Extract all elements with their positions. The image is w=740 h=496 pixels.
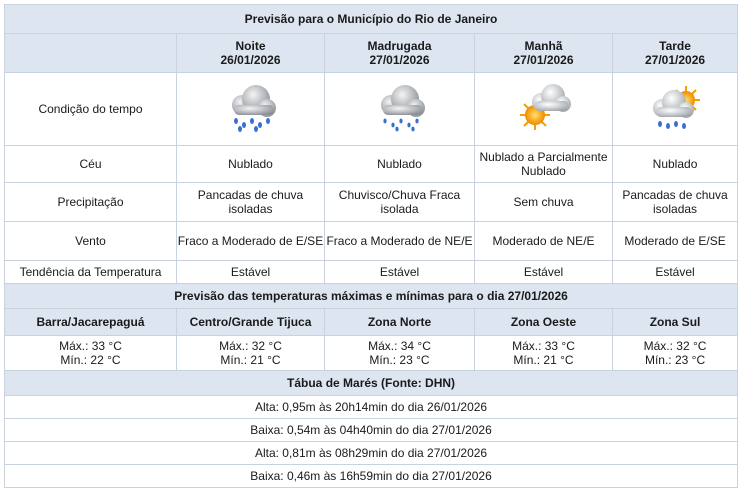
temp-max: Máx.: 33 °C — [512, 339, 575, 353]
tides-section-title: Tábua de Marés (Fonte: DHN) — [5, 371, 738, 396]
zone-name: Zona Oeste — [475, 309, 613, 336]
period-date: 27/01/2026 — [645, 53, 706, 67]
precipitacao-cell: Chuvisco/Chuva Fraca isolada — [325, 183, 475, 222]
temp-min: Mín.: 22 °C — [60, 353, 121, 367]
temp-min: Mín.: 23 °C — [644, 353, 706, 367]
ceu-cell: Nublado — [613, 146, 738, 183]
ceu-cell: Nublado a Parcialmente Nublado — [475, 146, 613, 183]
cloud-rain-night-icon — [220, 83, 282, 133]
tendencia-cell: Estável — [177, 261, 325, 284]
period-date: 26/01/2026 — [220, 53, 281, 67]
zone-name: Centro/Grande Tijuca — [177, 309, 325, 336]
row-label-tendencia: Tendência da Temperatura — [5, 261, 177, 284]
temp-min: Mín.: 23 °C — [369, 353, 430, 367]
page-title: Previsão para o Município do Rio de Janeiro — [5, 5, 738, 34]
temp-max: Máx.: 33 °C — [59, 339, 122, 353]
ceu-cell: Nublado — [325, 146, 475, 183]
condition-cell-madrugada — [325, 73, 475, 146]
vento-cell: Fraco a Moderado de E/SE — [177, 222, 325, 261]
row-label-condicao: Condição do tempo — [5, 73, 177, 146]
zone-name: Zona Norte — [325, 309, 475, 336]
condition-cell-tarde — [613, 73, 738, 146]
row-label-precipitacao: Precipitação — [5, 183, 177, 222]
condition-cell-noite — [177, 73, 325, 146]
period-header-tarde — [613, 34, 738, 73]
precipitacao-cell: Pancadas de chuva isoladas — [177, 183, 325, 222]
period-date: 27/01/2026 — [369, 53, 430, 67]
period-header-manha — [475, 34, 613, 73]
tide-entry: Baixa: 0,54m às 04h40min do dia 27/01/2026 — [5, 419, 738, 442]
tide-entry: Baixa: 0,46m às 16h59min do dia 27/01/2026 — [5, 465, 738, 488]
tide-entry: Alta: 0,81m às 08h29min do dia 27/01/2026 — [5, 442, 738, 465]
period-header-noite — [177, 34, 325, 73]
zone-temps — [177, 336, 325, 371]
temp-max: Máx.: 32 °C — [219, 339, 282, 353]
vento-cell: Fraco a Moderado de NE/E — [325, 222, 475, 261]
temps-section-title: Previsão das temperaturas máximas e mínimas para o dia 27/01/2026 — [5, 284, 738, 309]
zone-temps — [613, 336, 738, 371]
temp-max: Máx.: 32 °C — [643, 339, 707, 353]
cloud-drizzle-icon — [369, 83, 431, 133]
temp-min: Mín.: 21 °C — [220, 353, 281, 367]
zone-temps — [475, 336, 613, 371]
vento-cell: Moderado de NE/E — [475, 222, 613, 261]
zone-temps — [325, 336, 475, 371]
condition-cell-manha — [475, 73, 613, 146]
tendencia-cell: Estável — [325, 261, 475, 284]
sun-cloud-rain-icon — [644, 82, 706, 134]
forecast-container — [4, 4, 737, 488]
forecast-table — [4, 4, 738, 488]
row-label-vento: Vento — [5, 222, 177, 261]
vento-cell: Moderado de E/SE — [613, 222, 738, 261]
tendencia-cell: Estável — [613, 261, 738, 284]
temp-min: Mín.: 21 °C — [513, 353, 574, 367]
period-header-madrugada — [325, 34, 475, 73]
period-name: Madrugada — [367, 39, 432, 53]
zone-temps — [5, 336, 177, 371]
period-date: 27/01/2026 — [513, 53, 574, 67]
tendencia-cell: Estável — [475, 261, 613, 284]
row-label-ceu: Céu — [5, 146, 177, 183]
ceu-cell: Nublado — [177, 146, 325, 183]
precipitacao-cell: Sem chuva — [475, 183, 613, 222]
tide-entry: Alta: 0,95m às 20h14min do dia 26/01/2026 — [5, 396, 738, 419]
zone-name: Barra/Jacarepaguá — [5, 309, 177, 336]
precipitacao-cell: Pancadas de chuva isoladas — [613, 183, 738, 222]
period-name: Manhã — [524, 39, 563, 53]
zone-name: Zona Sul — [613, 309, 738, 336]
period-name: Tarde — [659, 39, 691, 53]
period-name: Noite — [235, 39, 266, 53]
sun-cloud-icon — [513, 82, 575, 134]
corner-cell — [5, 34, 177, 73]
temp-max: Máx.: 34 °C — [368, 339, 431, 353]
